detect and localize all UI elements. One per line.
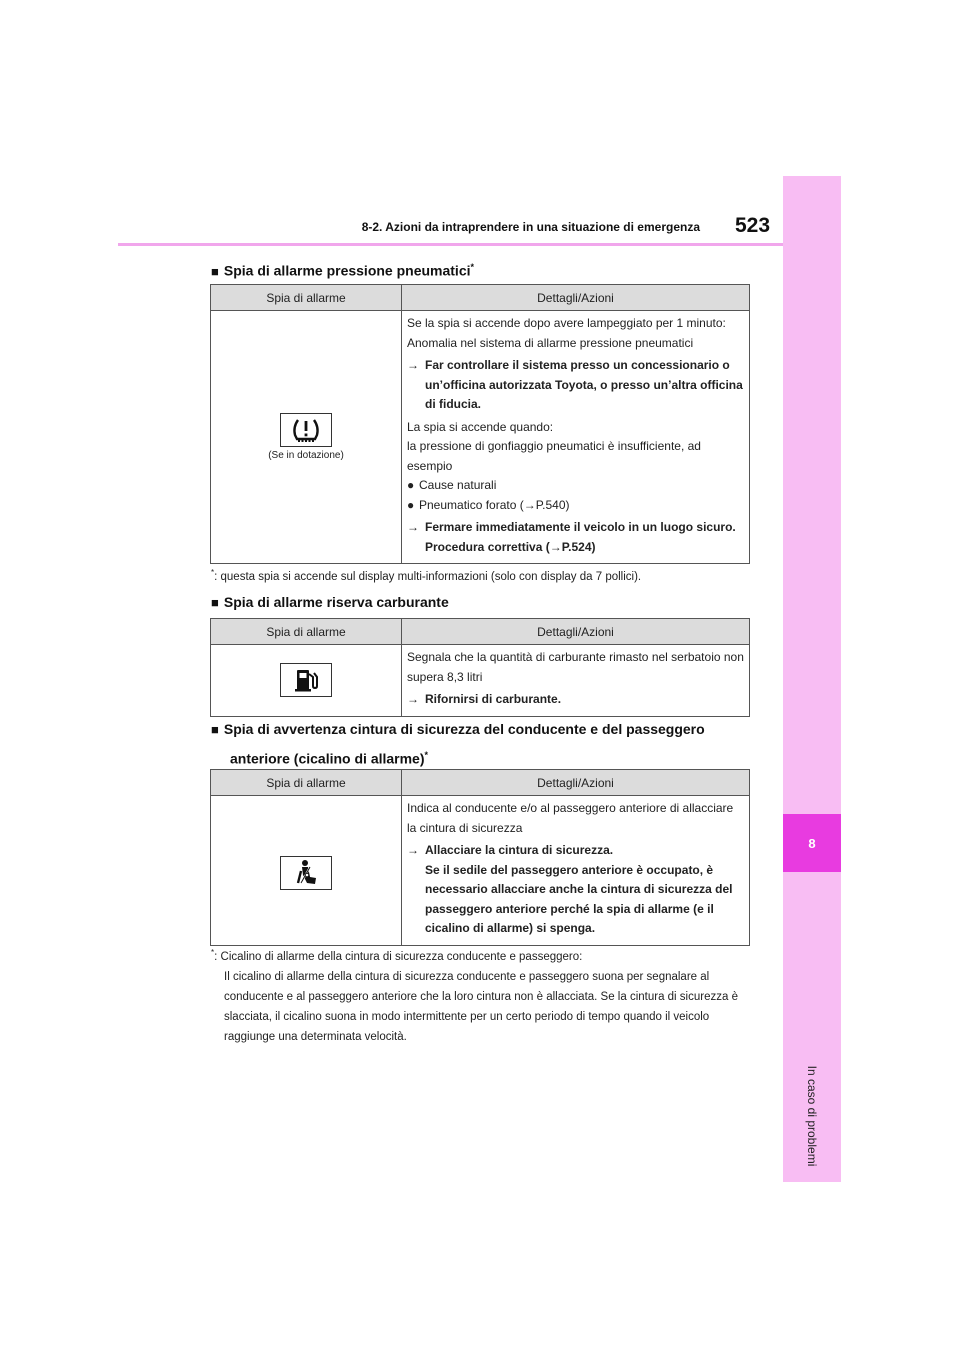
icon-cell bbox=[211, 645, 402, 717]
arrow-icon: → bbox=[407, 358, 419, 372]
bullet-item bbox=[407, 496, 745, 516]
details-cell bbox=[402, 645, 750, 717]
col-header-light: Spia di allarme bbox=[211, 619, 402, 645]
col-header-light: Spia di allarme bbox=[211, 770, 402, 796]
heading-footnote-mark: * bbox=[470, 262, 475, 272]
heading-seatbelt-line2 bbox=[230, 744, 428, 770]
detail-text: La spia si accende quando: bbox=[407, 419, 554, 434]
tire-pressure-table bbox=[210, 284, 750, 564]
page-number: 523 bbox=[735, 214, 771, 237]
footnote-text: : questa spia si accende sul display multi-informazioni (solo con display da 7 pollici). bbox=[214, 570, 642, 583]
action-text: Allacciare la cintura di sicurezza. bbox=[425, 843, 614, 857]
bullet-text: Pneumatico forato (→P.540) bbox=[419, 497, 570, 512]
arrow-icon: → bbox=[407, 692, 419, 706]
detail-text: Anomalia nel sistema di allarme pressione pneumatici bbox=[407, 335, 694, 350]
heading-fuel-reserve bbox=[211, 591, 449, 614]
heading-text: anteriore (cicalino di allarme) bbox=[230, 750, 425, 767]
table-row bbox=[211, 796, 750, 946]
footnote-mark: * bbox=[211, 948, 215, 957]
col-header-details: Dettagli/Azioni bbox=[402, 285, 750, 311]
heading-footnote-mark: * bbox=[424, 750, 429, 760]
footnote-seatbelt bbox=[211, 943, 751, 1047]
table-header-row bbox=[211, 285, 750, 311]
icon-cell bbox=[211, 311, 402, 564]
action-line bbox=[407, 518, 745, 557]
seatbelt-table bbox=[210, 769, 750, 946]
icon-note: (Se in dotazione) bbox=[268, 450, 344, 461]
action-line bbox=[407, 356, 745, 415]
table-header-row bbox=[211, 770, 750, 796]
footnote-text: Il cicalino di allarme della cintura di sicurezza conducente e passeggero suona per segnalare al conducente e al passeggero anteriore che la loro cintura non è allacciata. Se la cintura di sicurezza è slacciata, il cicalino suona in modo intermittente per un certo periodo di tempo quando il veicolo raggiunge una determinata velocità. bbox=[224, 970, 738, 1043]
action-line bbox=[407, 690, 745, 710]
icon-cell bbox=[211, 796, 402, 946]
arrow-icon: → bbox=[407, 843, 419, 857]
bullet-dot-icon: ● bbox=[407, 478, 415, 492]
action-text: Far controllare il sistema presso un concessionario o un’officina autorizzata Toyota, o presso un’altra officina di fiducia. bbox=[425, 358, 743, 411]
chapter-side-tab bbox=[783, 176, 841, 1182]
bullet-item bbox=[407, 476, 745, 496]
table-row bbox=[211, 311, 750, 564]
action-text: Fermare immediatamente il veicolo in un luogo sicuro. Procedura correttiva (→P.524) bbox=[425, 520, 736, 554]
col-header-details: Dettagli/Azioni bbox=[402, 770, 750, 796]
heading-text: Spia di avvertenza cintura di sicurezza del conducente e del passeggero bbox=[223, 721, 705, 737]
action-text: Se il sedile del passeggero anteriore è occupato, è necessario allacciare anche la cintura di sicurezza del passeggero anteriore perché la spia di allarme (e il cicalino di allarme) si spenga. bbox=[425, 862, 733, 935]
heading-square-icon: ■ bbox=[211, 595, 219, 610]
bullet-dot-icon: ● bbox=[407, 497, 415, 512]
heading-square-icon: ■ bbox=[211, 263, 219, 279]
detail-text: la pressione di gonfiaggio pneumatici è insufficiente, ad esempio bbox=[407, 439, 701, 473]
action-text-group bbox=[425, 841, 745, 939]
col-header-light: Spia di allarme bbox=[211, 285, 402, 311]
chapter-number: 8 bbox=[783, 814, 841, 872]
chapter-label: In caso di problemi bbox=[805, 1065, 819, 1167]
section-title: 8-2. Azioni da intraprendere in una situazione di emergenza bbox=[361, 220, 700, 234]
col-header-details: Dettagli/Azioni bbox=[402, 619, 750, 645]
details-cell bbox=[402, 311, 750, 564]
action-line bbox=[407, 841, 745, 939]
fuel-reserve-table bbox=[210, 618, 750, 717]
header-rule bbox=[118, 243, 783, 246]
table-header-row bbox=[211, 619, 750, 645]
bullet-text: Cause naturali bbox=[419, 478, 497, 492]
detail-text: Indica al conducente e/o al passeggero anteriore di allacciare la cintura di sicurezza bbox=[407, 801, 734, 835]
heading-text: Spia di allarme riserva carburante bbox=[223, 594, 449, 610]
table-row bbox=[211, 645, 750, 717]
fuel-pump-icon bbox=[280, 663, 332, 697]
footnote-mark: * bbox=[211, 568, 215, 577]
tire-pressure-warning-icon bbox=[280, 413, 332, 447]
seatbelt-reminder-icon bbox=[280, 856, 332, 890]
heading-seatbelt bbox=[211, 718, 705, 741]
details-cell bbox=[402, 796, 750, 946]
detail-text: Se la spia si accende dopo avere lampeggiato per 1 minuto: bbox=[407, 316, 726, 330]
detail-text: Segnala che la quantità di carburante rimasto nel serbatoio non supera 8,3 litri bbox=[407, 650, 744, 684]
heading-tire-pressure bbox=[211, 256, 474, 283]
heading-text: Spia di allarme pressione pneumatici bbox=[223, 262, 471, 279]
action-text: Rifornirsi di carburante. bbox=[425, 692, 562, 706]
footnote-title: : Cicalino di allarme della cintura di sicurezza conducente e passeggero: bbox=[214, 950, 583, 963]
heading-square-icon: ■ bbox=[211, 722, 219, 737]
footnote-tire-pressure bbox=[211, 563, 751, 587]
arrow-icon: → bbox=[407, 520, 419, 534]
